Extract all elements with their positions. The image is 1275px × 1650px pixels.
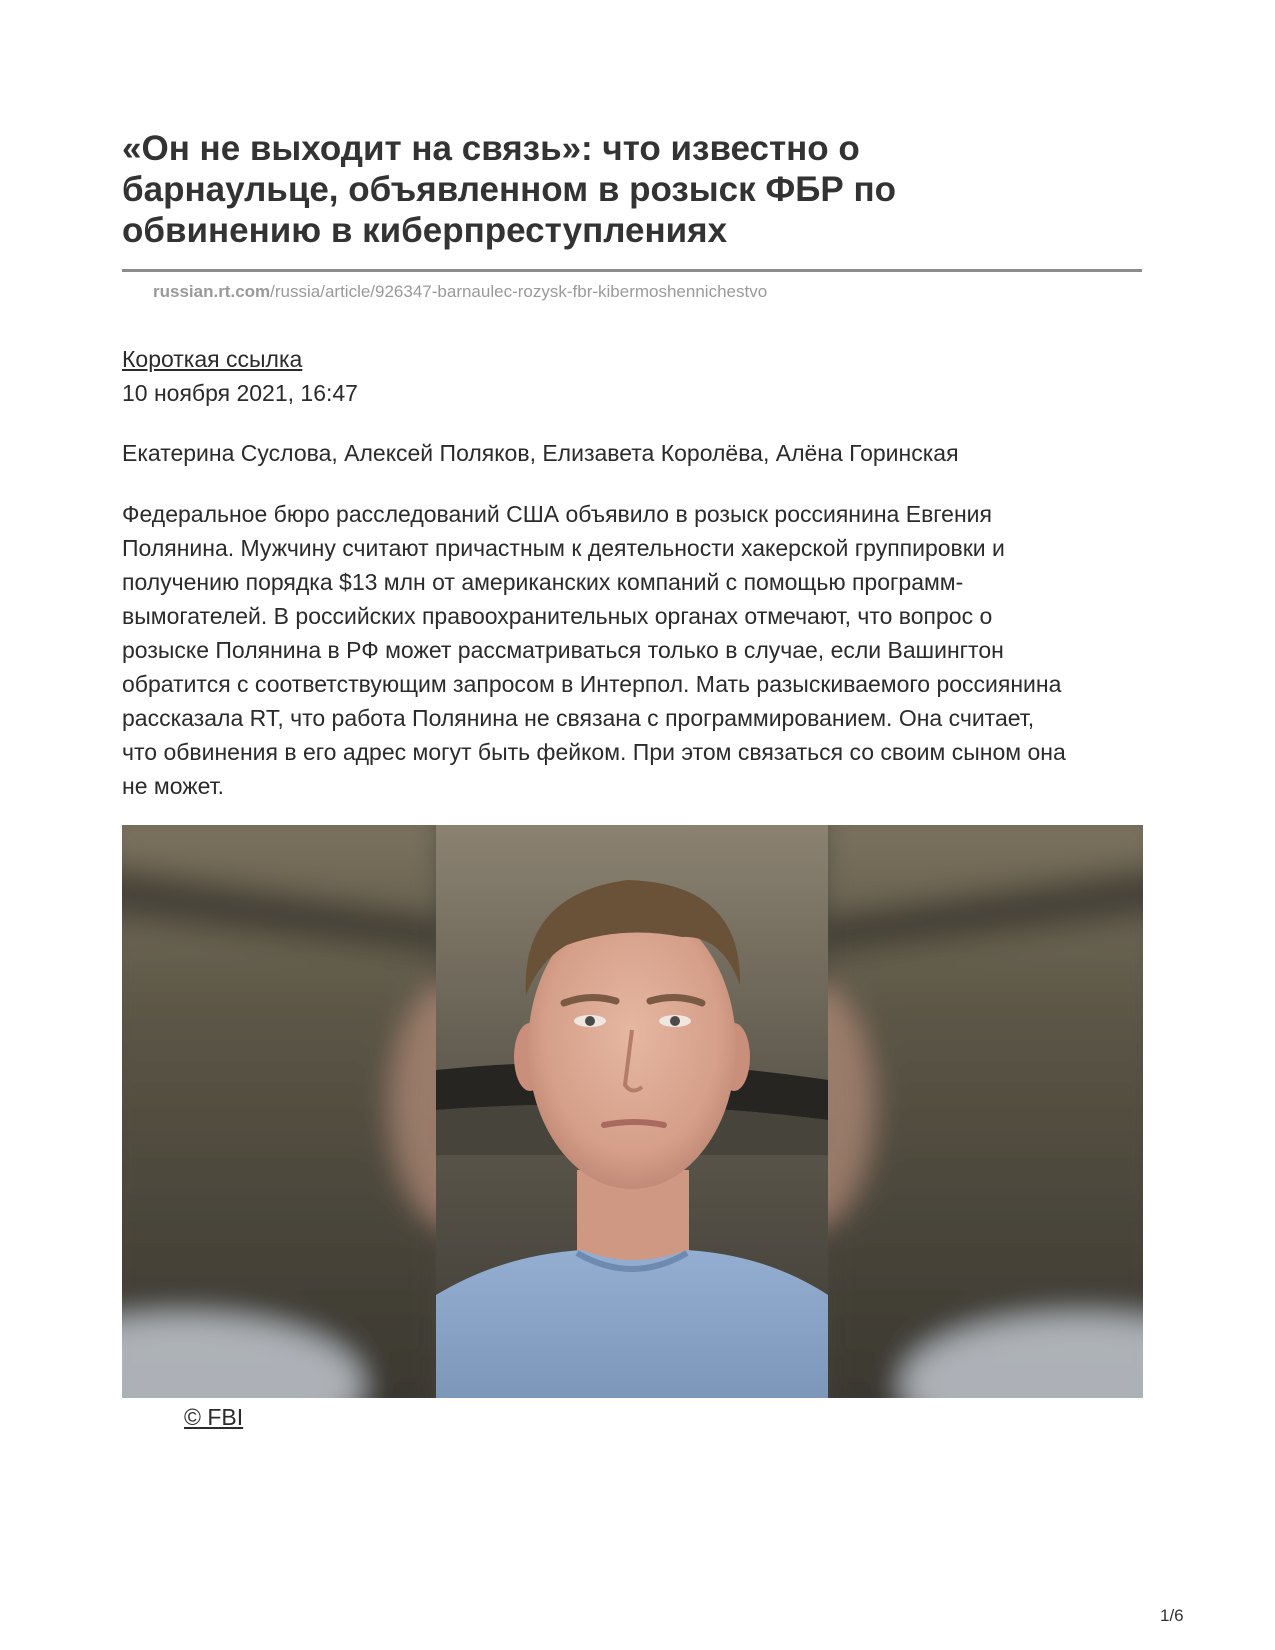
lead-line: Федеральное бюро расследований США объявило в розыск россиянина Евгения [122,501,992,527]
article-authors: Екатерина Суслова, Алексей Поляков, Елизавета Королёва, Алёна Горинская [122,440,959,466]
portrait-image [122,825,1143,1398]
article-photo [122,825,1143,1398]
lead-line: рассказала RT, что работа Полянина не связана с программированием. Она считает, [122,705,1035,731]
lead-line: розыске Полянина в РФ может рассматриваться только в случае, если Вашингтон [122,637,1004,663]
article-lead [122,497,1147,803]
source-path: /russia/article/926347-barnaulec-rozysk-fbr-kibermoshennichestvo [270,282,768,301]
lead-line: Полянина. Мужчину считают причастным к деятельности хакерской группировки и [122,535,1005,561]
article-title [122,128,1142,251]
photo-credit[interactable]: © FBI [184,1404,244,1430]
lead-line: вымогателей. В российских правоохранительных органах отмечают, что вопрос о [122,603,993,629]
portrait-center [436,825,828,1398]
page-number: 1/6 [1160,1606,1184,1625]
source-url[interactable] [153,282,767,302]
publication-date: 10 ноября 2021, 16:47 [122,380,358,406]
lead-line: получению порядка $13 млн от американских компаний с помощью программ- [122,569,964,595]
title-line: барнаульце, объявленном в розыск ФБР по [122,170,896,209]
title-divider [122,269,1142,272]
title-line: «Он не выходит на связь»: что известно о [122,129,860,168]
short-link[interactable]: Короткая ссылка [122,346,303,372]
lead-line: обратится с соответствующим запросом в Интерпол. Мать разыскиваемого россиянина [122,671,1062,697]
lead-line: что обвинения в его адрес могут быть фейком. При этом связаться со своим сыном она [122,739,1066,765]
title-line: обвинению в киберпреступлениях [122,211,728,250]
lead-line: не может. [122,773,225,799]
source-domain: russian.rt.com [153,282,271,301]
